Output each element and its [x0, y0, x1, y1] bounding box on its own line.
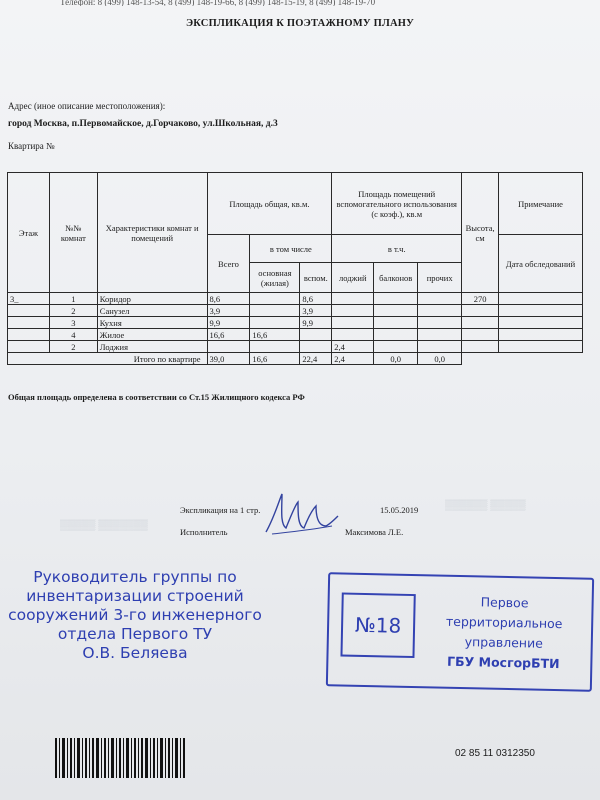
totals-aux: 22,4: [300, 353, 332, 365]
cell-remark: [499, 341, 583, 353]
manager-stamp-line: О.В. Беляева: [82, 644, 188, 662]
cell-main: [250, 317, 300, 329]
cell-total: [207, 341, 250, 353]
header-loggia: лоджий: [332, 263, 374, 293]
stamp-number: №18: [340, 593, 415, 659]
signature-date: 15.05.2019: [380, 505, 419, 515]
totals-empty: [462, 353, 499, 365]
page-title: ЭКСПЛИКАЦИЯ К ПОЭТАЖНОМУ ПЛАНУ: [185, 18, 415, 29]
header-floor: Этаж: [8, 173, 50, 293]
cell-height: 270: [462, 293, 499, 305]
header-characteristics: Характеристики комнат и помещений: [97, 173, 207, 293]
cell-balcony: [374, 293, 418, 305]
address-value: город Москва, п.Первомайское, д.Горчаково, ул.Школьная, д.3: [8, 119, 278, 129]
barcode-number: 02 85 11 0312350: [455, 748, 535, 759]
cell-aux: [300, 329, 332, 341]
cell-name: Коридор: [97, 293, 207, 305]
cell-name: Лоджия: [97, 341, 207, 353]
cell-name: Жилое: [97, 329, 207, 341]
manager-stamp-line: инвентаризации строений: [26, 587, 244, 605]
cell-height: [462, 329, 499, 341]
header-incl: в том числе: [250, 235, 332, 263]
legal-note: Общая площадь определена в соответствии со Ст.15 Жилищного кодекса РФ: [8, 392, 305, 402]
cell-room: 1: [49, 293, 97, 305]
address-label: Адрес (иное описание местоположения):: [8, 101, 166, 111]
totals-row: [8, 353, 583, 365]
cell-balcony: [374, 329, 418, 341]
cell-other: [418, 341, 462, 353]
cell-main: [250, 305, 300, 317]
bti-office-stamp: [326, 572, 594, 692]
header-vtch: в т.ч.: [332, 235, 462, 263]
contact-phones: Телефон: 8 (499) 148-13-54, 8 (499) 148-19-66, 8 (499) 148-15-19, 8 (499) 148-19-70: [60, 0, 376, 6]
cell-room: 2: [49, 305, 97, 317]
explication-table: [7, 172, 583, 365]
cell-floor: 3_: [8, 293, 50, 305]
cell-balcony: [374, 341, 418, 353]
cell-name: Кухня: [97, 317, 207, 329]
cell-total: 9,9: [207, 317, 250, 329]
table-row: [8, 341, 583, 353]
cell-floor: [8, 305, 50, 317]
header-survey-date: Дата обследований: [499, 235, 583, 293]
cell-remark: [499, 329, 583, 341]
header-main-living: основная (жилая): [250, 263, 300, 293]
cell-room: 2: [49, 341, 97, 353]
executor-label: Исполнитель: [180, 527, 228, 537]
header-remark: Примечание: [499, 173, 583, 235]
table-row: [8, 293, 583, 305]
show-through-text: ▒▒▒▒▒ ▒▒▒▒▒▒▒: [60, 520, 148, 531]
barcode: [55, 738, 185, 778]
manager-stamp-line: сооружений 3-го инженерного: [8, 606, 262, 624]
stamp-line: Первое территориальное: [445, 594, 563, 632]
pages-count: Экспликация на 1 стр.: [180, 505, 261, 515]
cell-remark: [499, 293, 583, 305]
header-balcony: балконов: [374, 263, 418, 293]
cell-loggia: [332, 317, 374, 329]
cell-other: [418, 293, 462, 305]
totals-other: 0,0: [418, 353, 462, 365]
header-aux-area: Площадь помещений вспомогательного использования (с коэф.), кв.м: [332, 173, 462, 235]
cell-floor: [8, 317, 50, 329]
cell-main: [250, 341, 300, 353]
handwritten-signature: [260, 488, 340, 538]
cell-other: [418, 329, 462, 341]
totals-balcony: 0,0: [374, 353, 418, 365]
manager-stamp-line: Руководитель группы по: [33, 568, 237, 586]
header-total: Всего: [207, 235, 250, 293]
manager-stamp: [0, 568, 270, 663]
cell-room: 3: [49, 317, 97, 329]
manager-stamp-line: отдела Первого ТУ: [57, 625, 213, 643]
cell-remark: [499, 317, 583, 329]
cell-name: Санузел: [97, 305, 207, 317]
cell-total: 8,6: [207, 293, 250, 305]
header-other: прочих: [418, 263, 462, 293]
stamp-line: управление: [464, 634, 544, 651]
cell-aux: 8,6: [300, 293, 332, 305]
totals-total: 39,0: [207, 353, 250, 365]
totals-label: Итого по квартире: [8, 353, 208, 365]
header-room-no: №№ комнат: [49, 173, 97, 293]
cell-total: 16,6: [207, 329, 250, 341]
cell-aux: [300, 341, 332, 353]
stamp-text: [423, 591, 585, 674]
show-through-text: ▒▒▒▒▒▒ ▒▒▒▒▒: [445, 500, 526, 511]
cell-height: [462, 317, 499, 329]
cell-height: [462, 341, 499, 353]
table-row: [8, 317, 583, 329]
cell-room: 4: [49, 329, 97, 341]
cell-loggia: [332, 329, 374, 341]
cell-aux: 9,9: [300, 317, 332, 329]
cell-floor: [8, 341, 50, 353]
totals-main: 16,6: [250, 353, 300, 365]
table-row: [8, 329, 583, 341]
stamp-line: ГБУ МосгорБТИ: [446, 653, 560, 672]
table-row: [8, 305, 583, 317]
executor-name: Максимова Л.Е.: [345, 527, 404, 537]
apartment-label: Квартира №: [8, 141, 55, 151]
cell-balcony: [374, 317, 418, 329]
cell-height: [462, 305, 499, 317]
header-aux: вспом.: [300, 263, 332, 293]
cell-total: 3,9: [207, 305, 250, 317]
header-total-area: Площадь общая, кв.м.: [207, 173, 332, 235]
cell-main: 16,6: [250, 329, 300, 341]
cell-loggia: 2,4: [332, 341, 374, 353]
totals-loggia: 2,4: [332, 353, 374, 365]
cell-aux: 3,9: [300, 305, 332, 317]
cell-remark: [499, 305, 583, 317]
cell-other: [418, 305, 462, 317]
header-height: Высота, см: [462, 173, 499, 293]
cell-main: [250, 293, 300, 305]
cell-loggia: [332, 293, 374, 305]
totals-empty: [499, 353, 583, 365]
cell-loggia: [332, 305, 374, 317]
cell-floor: [8, 329, 50, 341]
cell-balcony: [374, 305, 418, 317]
cell-other: [418, 317, 462, 329]
